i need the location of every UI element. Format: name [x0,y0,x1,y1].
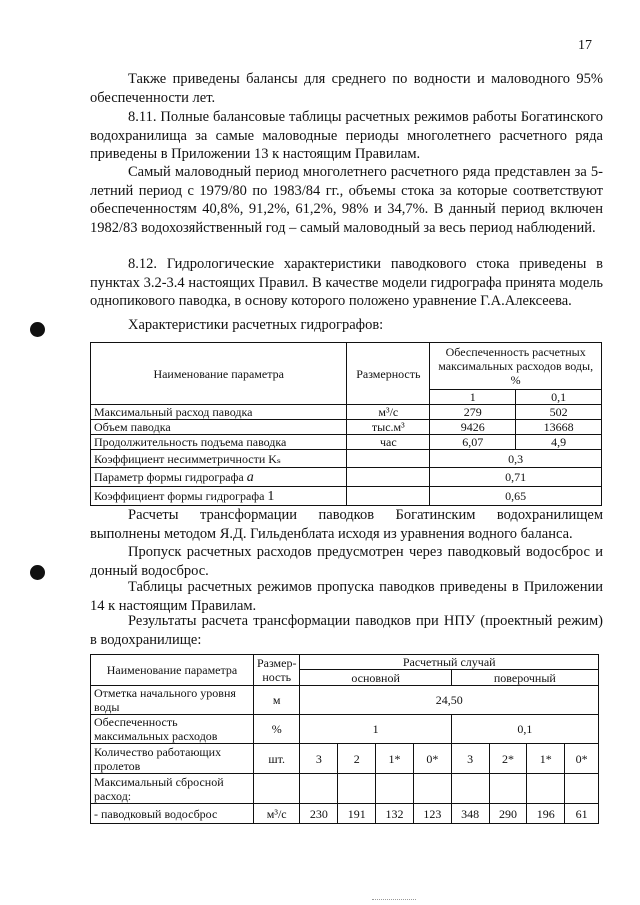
row-symbol: 1 [267,488,275,504]
paragraph: Таблицы расчетных режимов пропуска паводков приведены в Приложении 14 к настоящим Правилам. [90,579,603,614]
row-unit [347,487,430,506]
row-value [565,774,599,804]
table-row [91,405,602,420]
row-unit [347,450,430,468]
row-value: 290 [489,804,527,824]
table-row [91,487,602,506]
paragraph: 8.11. Полные балансовые таблицы расчетных режимов работы Богатинского водохранилища за самые маловодные периоды многолетнего расчетного ряда приведены в Приложении 13 к настоящим Правилам. [90,109,603,163]
row-value [489,774,527,804]
row-value: 0,71 [430,468,602,487]
header-param: Наименование параметра [91,343,347,405]
row-name-text: Параметр формы гидрографа [94,469,244,484]
row-value [413,774,451,804]
row-value: 196 [527,804,565,824]
header-case: Расчетный случай [300,655,599,670]
row-value: 9426 [430,420,516,435]
row-value: 6,07 [430,435,516,450]
paragraph: Пропуск расчетных расходов предусмотрен через паводковый водосброс и донный водосброс. [90,544,603,579]
row-value [376,774,414,804]
row-value: 132 [376,804,414,824]
row-value: 1* [376,744,414,774]
header-check-case: поверочный [451,670,598,686]
row-unit: м³/с [347,405,430,420]
row-unit: час [347,435,430,450]
header-param: Наименование параметра [91,655,254,686]
hydrograph-characteristics-table [90,342,602,506]
row-name: Максимальный расход паводка [91,405,347,420]
row-value: 0* [565,744,599,774]
punch-hole [30,322,45,337]
table-row [91,435,602,450]
row-unit: шт. [253,744,300,774]
flood-transformation-table [90,654,599,824]
row-unit: м³/с [253,804,300,824]
row-name [91,487,347,506]
row-value: 348 [451,804,489,824]
table-caption: Характеристики расчетных гидрографов: [128,317,384,333]
table-row [91,744,599,774]
row-unit: тыс.м³ [347,420,430,435]
row-value: 3 [451,744,489,774]
row-value: 502 [516,405,602,420]
header-main-case: основной [300,670,451,686]
row-value: 230 [300,804,338,824]
row-value: 0,1 [451,715,598,744]
header-p2: 0,1 [516,390,602,405]
table-row [91,686,599,715]
row-value: 61 [565,804,599,824]
row-name: Количество работающих пролетов [91,744,254,774]
row-unit: % [253,715,300,744]
row-value: 13668 [516,420,602,435]
row-unit [253,774,300,804]
row-name [91,468,347,487]
table-row [91,715,599,744]
row-value: 1* [527,744,565,774]
row-value: 0,65 [430,487,602,506]
row-value [451,774,489,804]
row-name: Коэффициент несимметричности Kₛ [91,450,347,468]
paragraph: Результаты расчета трансформации паводков при НПУ (проектный режим) в водохранилище: [90,613,603,648]
row-name: Обеспеченность максимальных расходов [91,715,254,744]
row-value: 2* [489,744,527,774]
row-value: 4,9 [516,435,602,450]
table-row [91,450,602,468]
row-value: 0,3 [430,450,602,468]
header-probability: Обеспеченность расчетных максимальных расходов воды, % [430,343,602,390]
paragraph: Самый маловодный период многолетнего расчетного ряда представлен за 5-летний период с 1979/80 по 1983/84 гг., объемы стока за которые соответствуют обеспеченностям 40,8%, 91,2%, 61,2%, 98% и 34,7%. В данный период включен 1982/83 водохозяйственный год – самый маловодный за весь период наблюдений. [90,164,603,236]
table-row [91,774,599,804]
row-name: - паводковый водосброс [91,804,254,824]
row-unit [347,468,430,487]
row-value [527,774,565,804]
punch-hole [30,565,45,580]
paragraph: 8.12. Гидрологические характеристики паводкового стока приведены в пунктах 3.2-3.4 настоящих Правил. В качестве модели гидрографа принята модель однопикового паводка, в основу которого положено уравнение Г.А.Алексеева. [90,256,603,310]
row-symbol: a [246,469,254,485]
row-value: 3 [300,744,338,774]
header-unit: Размерность [253,655,300,686]
row-value: 191 [338,804,376,824]
row-value: 279 [430,405,516,420]
row-value: 1 [300,715,451,744]
row-value: 123 [413,804,451,824]
row-name-text: Коэффициент формы гидрографа [94,488,265,503]
row-value [300,774,338,804]
header-p1: 1 [430,390,516,405]
row-name: Отметка начального уровня воды [91,686,254,715]
row-unit: м [253,686,300,715]
page-number: 17 [578,38,592,53]
row-value [338,774,376,804]
scan-artifact [372,899,416,900]
header-unit: Размерность [347,343,430,405]
row-name: Максимальный сбросной расход: [91,774,254,804]
paragraph: Также приведены балансы для среднего по водности и маловодного 95% обеспеченности лет. [90,71,603,106]
row-value: 0* [413,744,451,774]
table-row [91,468,602,487]
paragraph: Расчеты трансформации паводков Богатинским водохранилищем выполнены методом Я.Д. Гильденблата исходя из уравнения водного баланса. [90,507,603,542]
table-row [91,804,599,824]
table-row [91,420,602,435]
row-name: Продолжительность подъема паводка [91,435,347,450]
row-name: Объем паводка [91,420,347,435]
row-value: 24,50 [300,686,599,715]
row-value: 2 [338,744,376,774]
